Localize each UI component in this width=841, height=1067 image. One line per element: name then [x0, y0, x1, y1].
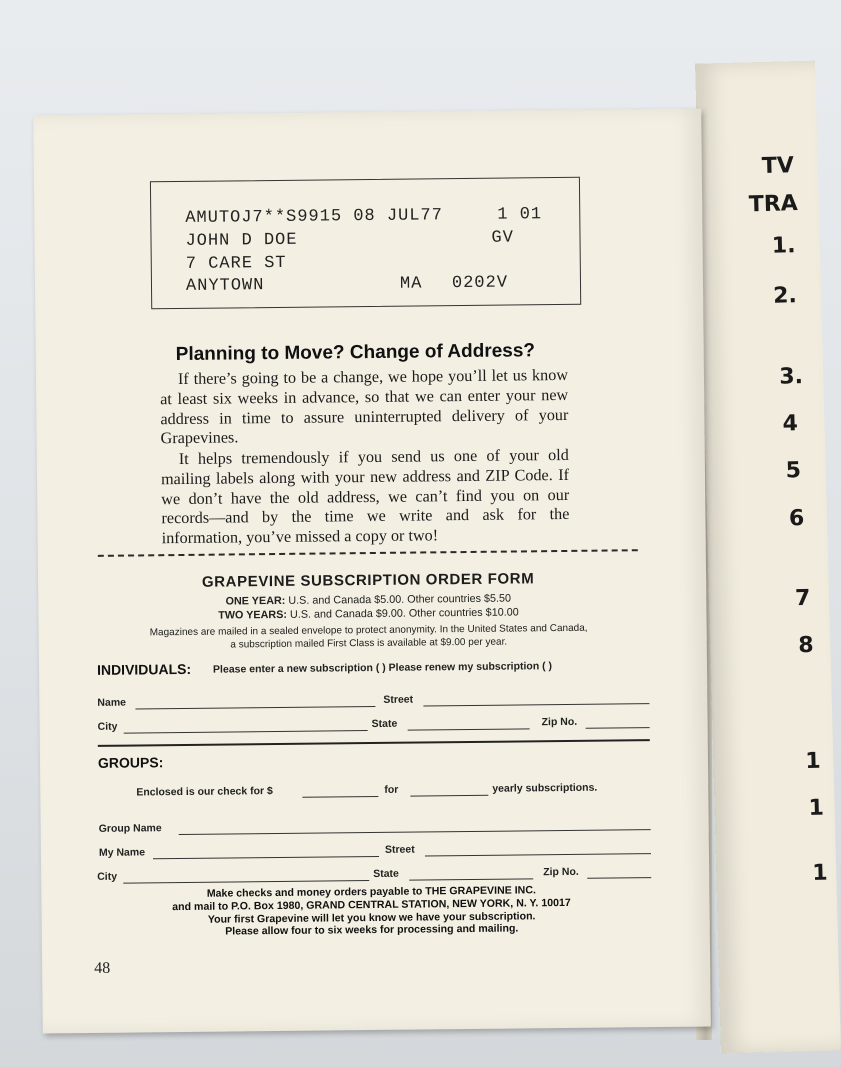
groups-state-field[interactable]	[409, 878, 533, 880]
price-label: ONE YEAR:	[225, 594, 286, 608]
payment-instructions: Make checks and money orders payable to THE GRAPEVINE INC.	[206, 884, 536, 900]
individuals-heading: INDIVIDUALS:	[96, 660, 192, 678]
zip-field[interactable]	[586, 727, 650, 729]
facing-page-number: 1	[805, 748, 822, 775]
processing-note: Please allow four to six weeks for processing and mailing.	[225, 922, 519, 938]
mailing-address: and mail to P.O. Box 1980, GRAND CENTRAL STATION, NEW YORK, N. Y. 10017	[172, 896, 571, 914]
facing-page-number: 7	[794, 585, 811, 612]
street-label: Street	[383, 693, 414, 706]
price-text: U.S. and Canada $5.00. Other countries $5.50	[288, 592, 512, 607]
cut-line	[98, 549, 638, 557]
form-title: GRAPEVINE SUBSCRIPTION ORDER FORM	[201, 570, 535, 591]
facing-page	[695, 61, 841, 1054]
facing-page-number: 8	[798, 632, 814, 659]
groups-street-field[interactable]	[425, 853, 651, 856]
label-line: MA	[399, 274, 423, 294]
label-line: AMUTOJ7**S9915 08 JUL77	[185, 206, 444, 228]
facing-page-number: 3.	[778, 364, 804, 390]
label-line: 1 01	[497, 205, 543, 225]
facing-page-number: 5	[785, 458, 802, 484]
facing-page-fragment: TV	[761, 153, 795, 180]
facing-page-number: 4	[782, 411, 799, 437]
label-line: GV	[491, 228, 515, 248]
groups-state-label: State	[373, 867, 399, 881]
label-line: 7 CARE ST	[185, 253, 287, 274]
label-line: 0202V	[451, 273, 509, 294]
page-number: 48	[94, 959, 111, 977]
label-line: JOHN D DOE	[185, 230, 298, 251]
city-field[interactable]	[124, 730, 368, 734]
first-class-note: a subscription mailed First Class is available at $9.00 per year.	[230, 636, 508, 651]
groups-heading: GROUPS:	[97, 754, 164, 771]
group-name-field[interactable]	[179, 829, 651, 835]
mailing-label	[150, 177, 581, 309]
price-label: TWO YEARS:	[218, 608, 288, 622]
my-name-label: My Name	[98, 846, 146, 859]
name-field[interactable]	[135, 706, 375, 710]
groups-zip-field[interactable]	[587, 877, 651, 879]
city-label: City	[97, 720, 118, 733]
section-divider	[98, 739, 650, 747]
confirmation-note: Your first Grapevine will let you know we have your subscription.	[207, 910, 536, 926]
check-amount-field[interactable]	[302, 796, 378, 798]
state-field[interactable]	[408, 728, 530, 730]
name-label: Name	[97, 696, 127, 709]
yearly-text: yearly subscriptions.	[492, 781, 598, 795]
groups-zip-label: Zip No.	[543, 865, 579, 879]
zip-label: Zip No.	[541, 715, 578, 729]
facing-page-number: 1	[811, 860, 828, 886]
quantity-field[interactable]	[410, 795, 488, 797]
groups-city-label: City	[97, 870, 118, 883]
subscription-choice-text[interactable]: Please enter a new subscription ( ) Please renew my subscription ( )	[212, 660, 553, 676]
facing-page-number: 6	[788, 506, 805, 532]
label-line: ANYTOWN	[185, 276, 265, 296]
facing-page-number: 1.	[771, 233, 796, 259]
facing-page-number: 1	[808, 795, 825, 822]
change-of-address-heading: Planning to Move? Change of Address?	[175, 340, 536, 366]
price-text: U.S. and Canada $9.00. Other countries $10.00	[289, 606, 519, 621]
facing-page-number: 2.	[772, 283, 798, 309]
groups-city-field[interactable]	[123, 880, 369, 884]
street-field[interactable]	[423, 703, 649, 706]
for-text: for	[384, 783, 399, 796]
notice-paragraph: If there’s going to be a change, we hope you’ll let us know at least six weeks in advance, so that we can enter your new address in time to assure uninterrupted delivery of your Grapevines.	[160, 365, 569, 448]
enclosed-text: Enclosed is our check for $	[136, 785, 273, 799]
state-label: State	[371, 717, 398, 731]
facing-page-fragment: TRA	[748, 191, 799, 218]
group-name-label: Group Name	[98, 822, 162, 835]
my-name-field[interactable]	[153, 856, 379, 859]
groups-street-label: Street	[384, 843, 415, 856]
anonymity-note: Magazines are mailed in a sealed envelope to protect anonymity. In the United States and Canada,	[149, 622, 588, 639]
notice-paragraph: It helps tremendously if you send us one of your old mailing labels along with your new address and ZIP Code. If we don’t have the old address, we can’t find you on our records—and by the time we write and ask for the information, you’ve missed a copy or two!	[160, 445, 570, 548]
booklet-page	[33, 109, 711, 1034]
